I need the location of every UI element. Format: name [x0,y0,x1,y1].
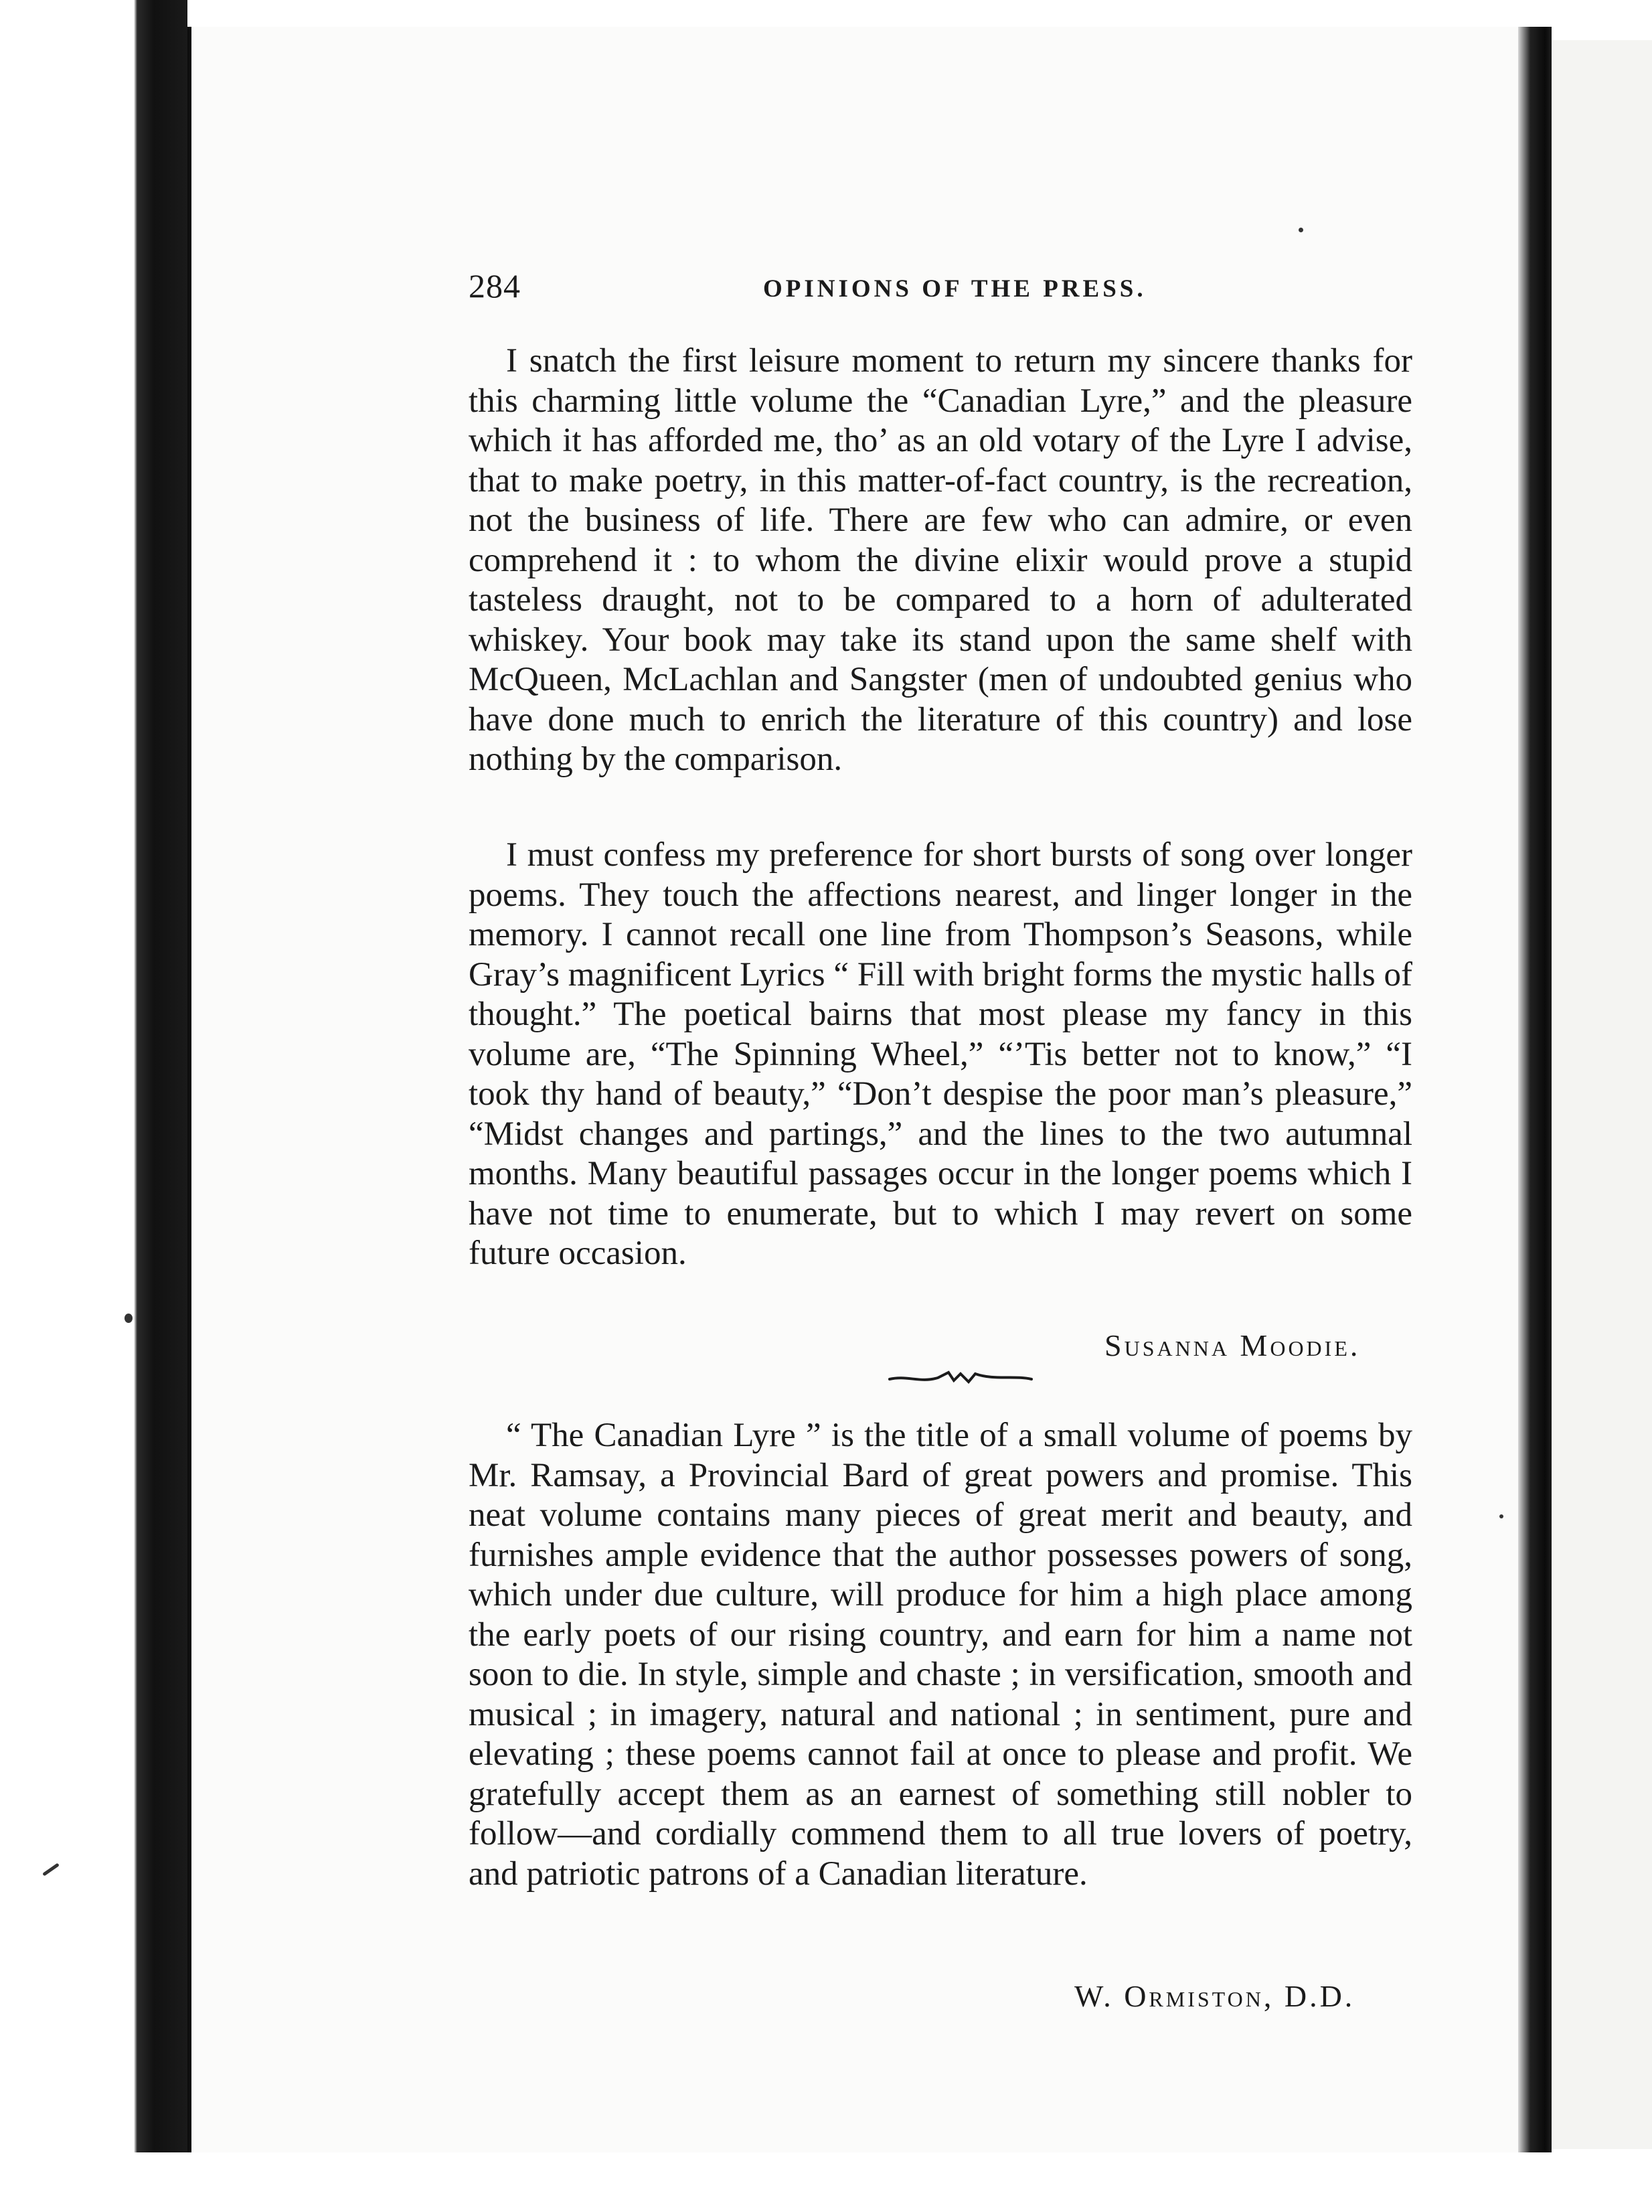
scan-bottom-margin [134,2152,1652,2212]
running-head: OPINIONS OF THE PRESS. [763,275,1147,303]
paragraph-text: “ The Canadian Lyre ” is the title of a small volume of poems by Mr. Ramsay, a Provincial Bard of great powers and promise. This neat volume contains many pieces of great merit and beauty, and furnishes ample evidence that the author possesses powers of song, which under due culture, will produce for him a high place among the early poets of our rising country, and earn for him a name not soon to die. In style, simple and chaste ; in versification, smooth and musical ; in imagery, natural and national ; in sentiment, pure and elevating ; these poems cannot fail at once to please and profit. We gratefully accept them as an earnest of something still nobler to follow—and cordially commend them to all true lovers of poetry, and patriotic patrons of a Canadian literature. [469,1417,1412,1893]
scan-speck [125,1314,133,1323]
signature-w-ormiston: W. Ormiston, D.D. [1074,1979,1355,2013]
book-spine-shadow [0,0,187,2212]
review1-paragraph2 [469,836,1412,1274]
review1-paragraph1 [469,341,1412,780]
page-number: 284 [469,267,521,305]
page-gutter-shadow [1518,27,1552,2156]
page-header [469,266,1412,307]
section-divider-ornament [887,1366,1034,1390]
facing-page-edge [1552,40,1652,2149]
paragraph-text: I must confess my preference for short bursts of song over longer poems. They touch the affections nearest, and linger longer in the memory. I cannot recall one line from Thompson’s Seasons, while Gray’s magnificent Lyrics “ Fill with bright forms the mystic halls of thought.” The poetical bairns that most please my fancy in this volume are, “The Spinning Wheel,” “’Tis better not to know,” “I took thy hand of beauty,” “Don’t despise the poor man’s pleasure,” “Midst changes and partings,” and the lines to the two autumnal months. Many beautiful passages occur in the longer poems which I have not time to enumerate, but to which I may revert on some future occasion. [469,836,1412,1272]
scan-speck [1299,228,1303,232]
review2-paragraph [469,1416,1412,1894]
paragraph-text: I snatch the first leisure moment to return my sincere thanks for this charming little volume the “Canadian Lyre,” and the pleasure which it has afforded me, tho’ as an old votary of the Lyre I advise, that to make poetry, in this matter-of-fact country, is the recreation, not the business of life. There are few who can admire, or even comprehend it : to whom the divine elixir would prove a stupid tasteless draught, not to be compared to a horn of adulterated whiskey. Your book may take its stand upon the same shelf with McQueen, McLachlan and Sangster (men of undoubted genius who have done much to enrich the literature of this country) and lose nothing by the comparison. [469,342,1412,778]
signature-susanna-moodie: Susanna Moodie. [1104,1328,1361,1362]
scan-speck [1499,1514,1503,1518]
